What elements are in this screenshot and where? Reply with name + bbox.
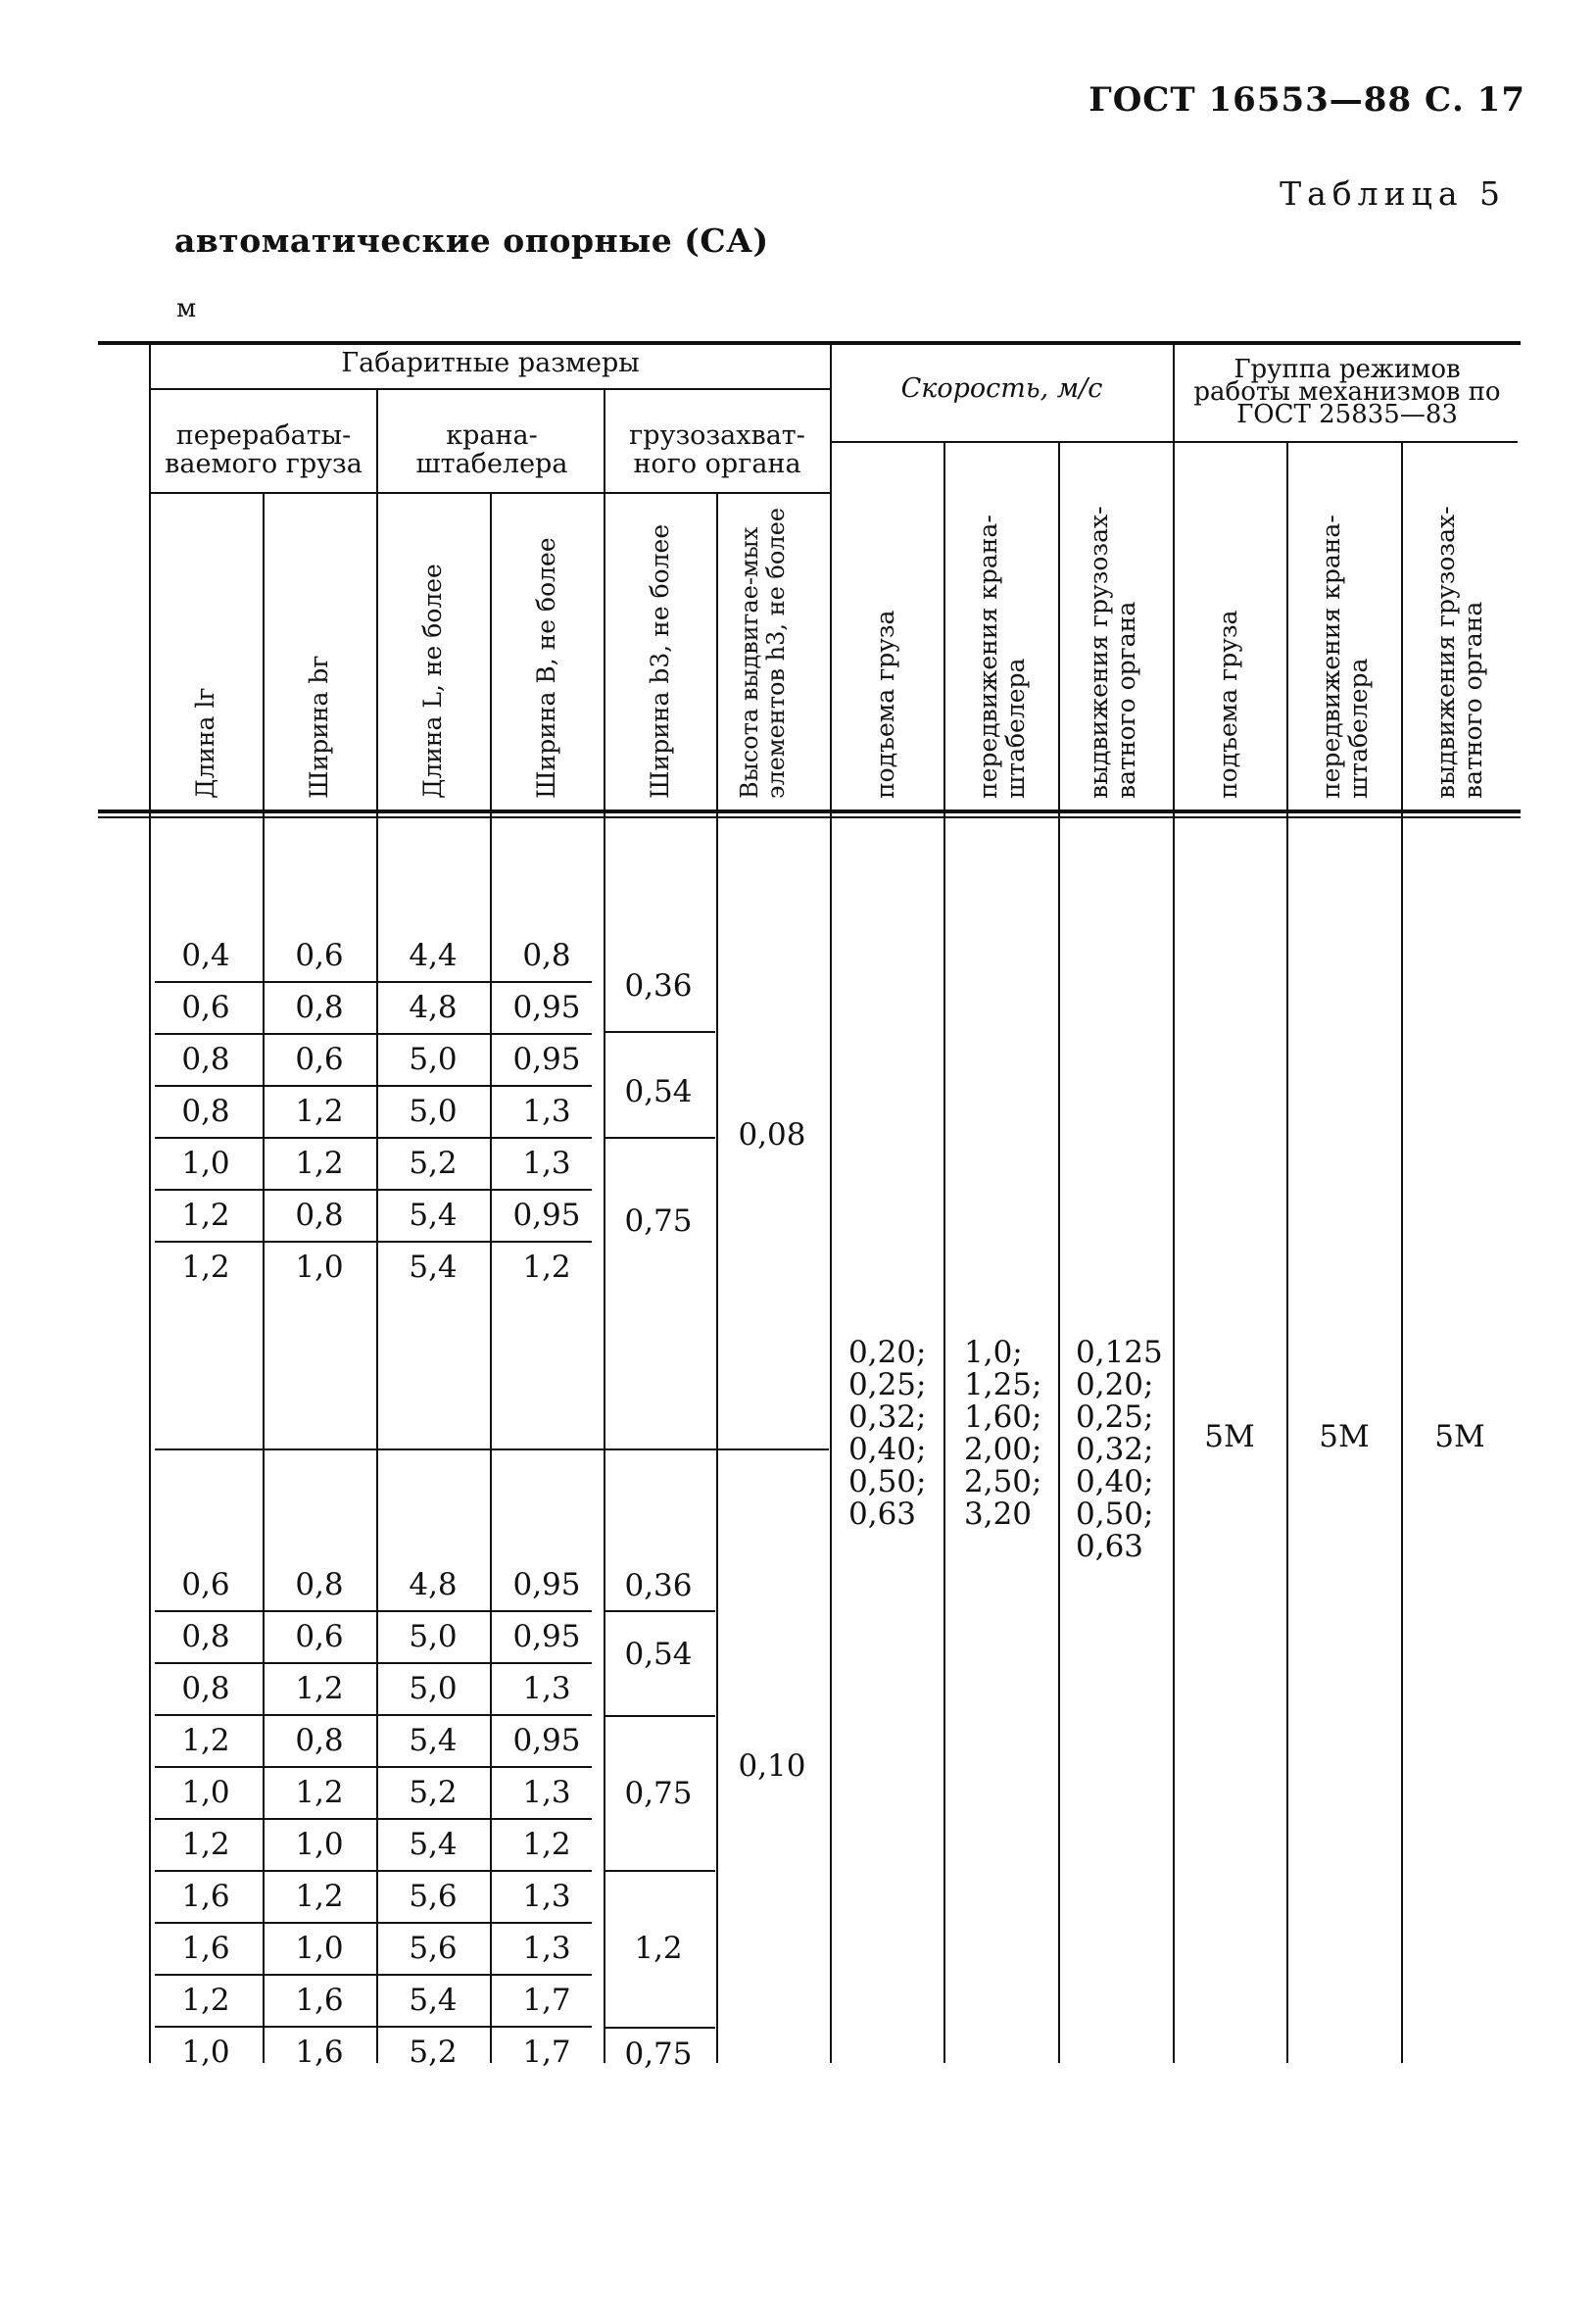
vline-crane: [376, 388, 378, 2063]
speed-extend-value: 0,40;: [1076, 1464, 1154, 1499]
row-divider: [155, 1610, 592, 1612]
b3-divider: [605, 1137, 715, 1139]
table-cell: 1,2: [181, 1983, 230, 2018]
vline-group: [1173, 343, 1175, 2063]
table-cell: 4,8: [409, 990, 458, 1025]
table-cell: 5,0: [409, 1619, 458, 1654]
table-cell: 1,3: [522, 1931, 571, 1966]
hdr-overall: Габаритные размеры: [341, 348, 640, 378]
h3-cell: 0,10: [738, 1748, 806, 1784]
table-cell: 1,0: [181, 1775, 230, 1810]
row-divider: [155, 1818, 592, 1820]
table-cell: 5,0: [409, 1042, 458, 1077]
hdr-load: перерабаты-ваемого груза: [165, 420, 363, 479]
table-cell: 1,0: [295, 1250, 344, 1285]
b3-cell: 1,2: [634, 1931, 683, 1966]
speed-lift-value: 0,25;: [848, 1367, 927, 1402]
table-cell: 1,2: [295, 1775, 344, 1810]
table-cell: 1,2: [522, 1827, 571, 1862]
table-subtitle: автоматические опорные (СА): [174, 221, 769, 260]
table-cell: 0,8: [295, 1567, 344, 1602]
speed-extend-value: 0,32;: [1076, 1432, 1154, 1467]
table-cell: 0,95: [512, 990, 581, 1025]
table-cell: 1,0: [181, 2035, 230, 2070]
vline-speed: [830, 343, 832, 2063]
b3-divider: [605, 2027, 715, 2029]
table-cell: 5,2: [409, 1146, 458, 1181]
table-cell: 4,4: [409, 938, 458, 973]
table-cell: 0,6: [295, 1619, 344, 1654]
row-divider: [155, 1922, 592, 1924]
row-divider: [155, 1137, 592, 1139]
table-cell: 5,6: [409, 1931, 458, 1966]
table-cell: 5,4: [409, 1250, 458, 1285]
col-hdr-5: Ширина b3, не более: [646, 523, 674, 799]
table-cell: 5,4: [409, 1198, 458, 1233]
b3-cell: 0,75: [624, 1776, 693, 1811]
page-header: ГОСТ 16553—88 С. 17: [1088, 80, 1525, 120]
row-divider: [155, 1189, 592, 1191]
col-hdr-7: подъема груза: [871, 610, 899, 799]
table-cell: 1,0: [295, 1827, 344, 1862]
hdr-speed: Скорость, м/с: [900, 373, 1103, 404]
table-cell: 1,3: [522, 1775, 571, 1810]
table-cell: 1,0: [295, 1931, 344, 1966]
table-cell: 1,3: [522, 1146, 571, 1181]
table-cell: 1,6: [295, 1983, 344, 2018]
table-cell: 0,95: [512, 1567, 581, 1602]
vline-c1: [263, 492, 265, 2063]
table-cell: 0,4: [181, 938, 230, 973]
table-cell: 5,2: [409, 2035, 458, 2070]
b3-divider: [605, 1610, 715, 1612]
group-divider: [155, 1448, 829, 1450]
col-hdr-2: Ширина bг: [305, 655, 333, 799]
col-hdr-10: подъема груза: [1214, 610, 1242, 799]
col-hdr-1: Длина lг: [191, 687, 219, 799]
table-cell: 0,8: [522, 938, 571, 973]
table-cell: 1,2: [181, 1827, 230, 1862]
h3-cell: 0,08: [738, 1117, 806, 1153]
table-cell: 0,8: [295, 990, 344, 1025]
row-divider: [155, 1085, 592, 1087]
b3-divider: [605, 1870, 715, 1872]
table-cell: 5,4: [409, 1723, 458, 1758]
speed-travel-value: 1,25;: [964, 1367, 1042, 1402]
speed-extend-value: 0,125: [1076, 1335, 1163, 1370]
mode-lift: 5М: [1204, 1419, 1255, 1454]
table-cell: 1,2: [522, 1250, 571, 1285]
table-cell: 1,0: [181, 1146, 230, 1181]
speed-travel-value: 1,0;: [964, 1335, 1023, 1370]
hdr-group: Группа режимов работы механизмов по ГОСТ 25835—83: [1193, 355, 1501, 429]
speed-travel-value: 2,50;: [964, 1464, 1042, 1499]
table-cell: 1,6: [295, 2035, 344, 2070]
table-cell: 1,2: [181, 1198, 230, 1233]
speed-lift-value: 0,20;: [848, 1335, 927, 1370]
speed-travel-value: 2,00;: [964, 1432, 1042, 1467]
b3-cell: 0,75: [624, 2037, 693, 2072]
b3-cell: 0,54: [624, 1637, 693, 1672]
b3-divider: [605, 1715, 715, 1717]
speed-lift-value: 0,50;: [848, 1464, 927, 1499]
row-divider: [155, 1241, 592, 1243]
table-cell: 1,7: [522, 2035, 571, 2070]
speed-travel-value: 3,20: [964, 1497, 1033, 1532]
speed-lift-value: 0,63: [848, 1497, 917, 1532]
table-cell: 5,0: [409, 1094, 458, 1129]
hdr-line-group: [1173, 441, 1518, 443]
table-cell: 1,3: [522, 1094, 571, 1129]
table-cell: 0,8: [295, 1723, 344, 1758]
speed-extend-value: 0,25;: [1076, 1399, 1154, 1435]
table-cell: 4,8: [409, 1567, 458, 1602]
table-cell: 5,4: [409, 1983, 458, 2018]
table-cell: 0,95: [512, 1198, 581, 1233]
col-hdr-12: выдвижения грузозах-ватного органа: [1431, 506, 1487, 799]
b3-cell: 0,36: [624, 968, 693, 1004]
table-cell: 5,6: [409, 1879, 458, 1914]
row-divider: [155, 1662, 592, 1664]
vline-grip: [604, 388, 605, 2063]
table-cell: 0,95: [512, 1042, 581, 1077]
vline-s2: [1058, 441, 1060, 2063]
row-divider: [155, 1974, 592, 1976]
table-cell: 0,8: [181, 1671, 230, 1706]
speed-extend-value: 0,20;: [1076, 1367, 1154, 1402]
table-cell: 1,2: [295, 1879, 344, 1914]
col-hdr-11: передвижения крана-штабелера: [1317, 515, 1373, 799]
table-cell: 0,95: [512, 1723, 581, 1758]
table-cell: 0,6: [295, 938, 344, 973]
table-top-rule: [98, 341, 1521, 345]
b3-cell: 0,36: [624, 1568, 693, 1603]
table-cell: 5,4: [409, 1827, 458, 1862]
table-cell: 0,8: [181, 1094, 230, 1129]
row-divider: [155, 2026, 592, 2028]
hdr-line-1: [149, 388, 830, 390]
table-cell: 1,2: [295, 1146, 344, 1181]
col-hdr-6: Высота выдвигае-мых элементов h3, не более: [736, 508, 790, 799]
mode-extend: 5М: [1434, 1419, 1485, 1454]
row-divider: [155, 1766, 592, 1768]
table-cell: 0,8: [295, 1198, 344, 1233]
vline-c3: [490, 492, 492, 2063]
vline-0: [149, 343, 151, 2063]
speed-extend-value: 0,50;: [1076, 1497, 1154, 1532]
vline-s1: [943, 441, 945, 2063]
table-cell: 1,6: [181, 1879, 230, 1914]
speed-lift-list: [848, 1337, 926, 1531]
row-divider: [155, 981, 592, 983]
table-cell: 5,2: [409, 1775, 458, 1810]
vline-g2: [1401, 441, 1403, 2063]
table-cell: 1,3: [522, 1671, 571, 1706]
table-cell: 5,0: [409, 1671, 458, 1706]
table-cell: 1,2: [181, 1250, 230, 1285]
b3-divider: [605, 1031, 715, 1033]
speed-extend-value: 0,63: [1076, 1529, 1144, 1564]
hdr-grip: грузозахват-ного органа: [629, 420, 805, 479]
unit-label: м: [176, 294, 197, 323]
table-cell: 0,8: [181, 1619, 230, 1654]
b3-cell: 0,54: [624, 1074, 693, 1109]
speed-lift-value: 0,32;: [848, 1399, 927, 1435]
table-cell: 1,2: [295, 1094, 344, 1129]
speed-extend-list: [1076, 1337, 1163, 1563]
speed-travel-list: [964, 1337, 1041, 1531]
row-divider: [155, 1870, 592, 1872]
col-hdr-4: Ширина B, не более: [532, 537, 560, 799]
table-cell: 0,6: [181, 990, 230, 1025]
table-label: Таблица 5: [1280, 174, 1506, 213]
speed-travel-value: 1,60;: [964, 1399, 1042, 1435]
vline-c5: [716, 492, 718, 2063]
table-cell: 0,8: [181, 1042, 230, 1077]
table-cell: 1,6: [181, 1931, 230, 1966]
hdr-line-speed: [830, 441, 1173, 443]
row-divider: [155, 1033, 592, 1035]
col-hdr-9: выдвижения грузозах-ватного органа: [1085, 506, 1140, 799]
b3-cell: 0,75: [624, 1203, 693, 1239]
table-cell: 0,6: [181, 1567, 230, 1602]
mode-travel: 5М: [1319, 1419, 1370, 1454]
header-bottom-rule: [98, 810, 1521, 813]
hdr-crane: крана-штабелера: [415, 420, 568, 479]
row-divider: [155, 1714, 592, 1716]
table-cell: 1,2: [181, 1723, 230, 1758]
table-cell: 1,2: [295, 1671, 344, 1706]
table-cell: 1,7: [522, 1983, 571, 2018]
col-hdr-8: передвижения крана-штабелера: [974, 515, 1030, 799]
header-bottom-rule-2: [98, 816, 1521, 818]
table-cell: 0,95: [512, 1619, 581, 1654]
col-hdr-3: Длина L, не более: [418, 564, 447, 799]
vline-g1: [1286, 441, 1288, 2063]
speed-lift-value: 0,40;: [848, 1432, 927, 1467]
table-cell: 0,6: [295, 1042, 344, 1077]
table-cell: 1,3: [522, 1879, 571, 1914]
